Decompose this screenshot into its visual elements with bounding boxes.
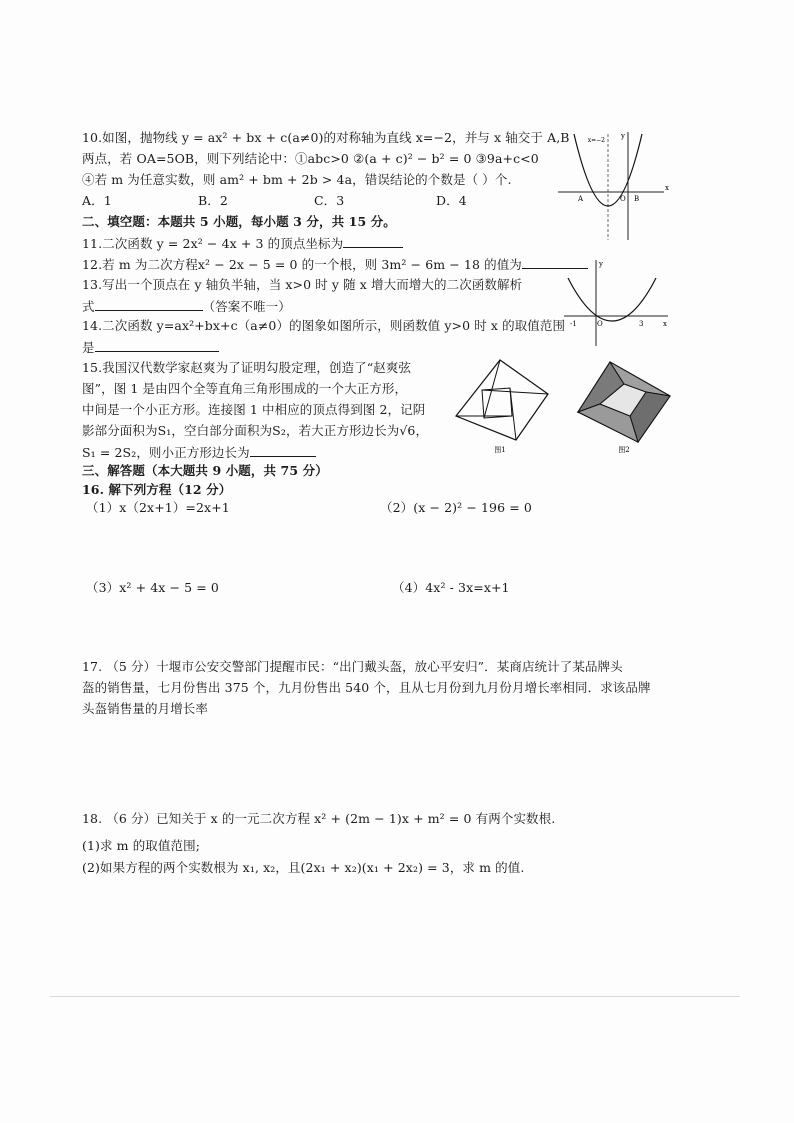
q14-line2 <box>82 339 219 356</box>
section3-heading: 三、解答题（本大题共 9 小题，共 75 分） <box>82 463 328 478</box>
point-b-label: B <box>634 195 640 203</box>
q15-line3: 中间是一个小正方形。连接图 1 中相应的顶点得到图 2，记阴 <box>82 402 426 417</box>
triangle-edge <box>510 388 516 440</box>
figure-2-caption: 图2 <box>618 446 630 454</box>
q10-line3: ④若 m 为任意实数，则 am² + bm + 2b > 4a，错误结论的个数是（ ）个. <box>82 172 512 187</box>
origin-label: O <box>597 320 603 328</box>
q10-option-c: C．3 <box>314 193 345 208</box>
q15-line4: 影部分面积为S₁，空白部分面积为S₂，若大正方形边长为√6， <box>82 423 429 438</box>
x-axis-label: x <box>663 320 667 328</box>
q16-part4: （4）4x² - 3x=x+1 <box>392 580 510 595</box>
q17-line3: 头盔销售量的月增长率 <box>82 701 209 716</box>
q14-prefix: 是 <box>82 340 95 355</box>
outer-square <box>456 360 548 440</box>
q18-part1: (1)求 m 的取值范围; <box>82 838 201 853</box>
q16-part1: （1）x（2x+1）=2x+1 <box>86 500 230 515</box>
q10-line1: 10.如图，抛物线 y = ax² + bx + c(a≠0)的对称轴为直线 x=−2，并与 x 轴交于 A,B <box>82 130 570 145</box>
q17-line1: 17. （5 分）十堰市公安交警部门提醒市民：“出门戴头盔，放心平安归”．某商店统计了某品牌头 <box>82 659 623 674</box>
symmetry-label: x=−2 <box>587 137 605 144</box>
figure-1-caption: 图1 <box>494 446 506 454</box>
q16-title: 16. 解下列方程（12 分） <box>82 482 232 497</box>
q10-option-b: B．2 <box>198 193 228 208</box>
q11-text: 11.二次函数 y = 2x² − 4x + 3 的顶点坐标为 <box>82 236 344 251</box>
q13-prefix: 式 <box>82 299 95 314</box>
q17-line2: 盔的销售量，七月份售出 375 个，九月份售出 540 个，且从七月份到九月份月增长率相同．求该品牌 <box>82 680 651 695</box>
scan-edge-line <box>50 996 740 997</box>
q15-line2: 图”，图 1 是由四个全等直角三角形围成的一个大正方形， <box>82 381 408 396</box>
section2-heading: 二、填空题：本题共 5 小题，每小题 3 分，共 15 分。 <box>82 214 396 229</box>
y-axis-label: y <box>621 132 625 140</box>
q13-line2 <box>82 298 291 315</box>
zhao-shuang-figure-2 <box>570 356 682 456</box>
three-label: 3 <box>639 320 644 328</box>
q14-parabola-figure <box>562 256 672 348</box>
q18-part2: (2)如果方程的两个实数根为 x₁, x₂，且(2x₁ + x₂)(x₁ + 2x₂) = 3，求 m 的值. <box>82 860 525 875</box>
neg-one-label: -1 <box>570 320 577 328</box>
origin-label: O <box>620 195 626 203</box>
point-a-label: A <box>578 195 584 203</box>
q18-line1: 18. （6 分）已知关于 x 的一元二次方程 x² + (2m − 1)x + m² = 0 有两个实数根. <box>82 811 556 826</box>
inner-square <box>482 388 512 418</box>
q14-line1: 14.二次函数 y=ax²+bx+c（a≠0）的图象如图所示，则函数值 y>0 时 x 的取值范围 <box>82 318 566 333</box>
parabola-curve <box>568 278 656 321</box>
triangle-edge <box>482 390 548 394</box>
q10-line2: 两点，若 OA=5OB，则下列结论中：①abc>0 ②(a + c)² − b² = 0 ③9a+c<0 <box>82 151 539 166</box>
q12-text: 12.若 m 为二次方程x² − 2x − 5 = 0 的一个根，则 3m² − 6m − 18 的值为 <box>82 257 522 272</box>
q15-line1: 15.我国汉代数学家赵爽为了证明勾股定理，创造了“赵爽弦 <box>82 360 412 375</box>
q14-answer-blank[interactable] <box>95 339 219 352</box>
q16-part3: （3）x² + 4x − 5 = 0 <box>86 580 219 595</box>
q10-option-a: A．1 <box>82 193 112 208</box>
q13-answer-blank[interactable] <box>95 298 203 311</box>
q15-answer-blank[interactable] <box>250 444 316 457</box>
q16-part2: （2）(x − 2)² − 196 = 0 <box>380 500 532 515</box>
x-axis-label: x <box>665 184 669 192</box>
q13-line1: 13.写出一个顶点在 y 轴负半轴，当 x>0 时 y 随 x 增大而增大的二次函数解析 <box>82 277 523 292</box>
q10-option-d: D．4 <box>436 193 467 208</box>
q15-line5 <box>82 444 316 461</box>
q10-parabola-figure <box>556 128 668 243</box>
q11 <box>82 235 403 252</box>
q13-suffix: （答案不唯一） <box>202 299 291 314</box>
y-axis-label: y <box>599 260 603 268</box>
zhao-shuang-figure-1 <box>444 356 556 456</box>
q15-text: S₁ = 2S₂，则小正方形边长为 <box>82 445 250 460</box>
q12 <box>82 256 588 273</box>
q11-answer-blank[interactable] <box>343 235 403 248</box>
